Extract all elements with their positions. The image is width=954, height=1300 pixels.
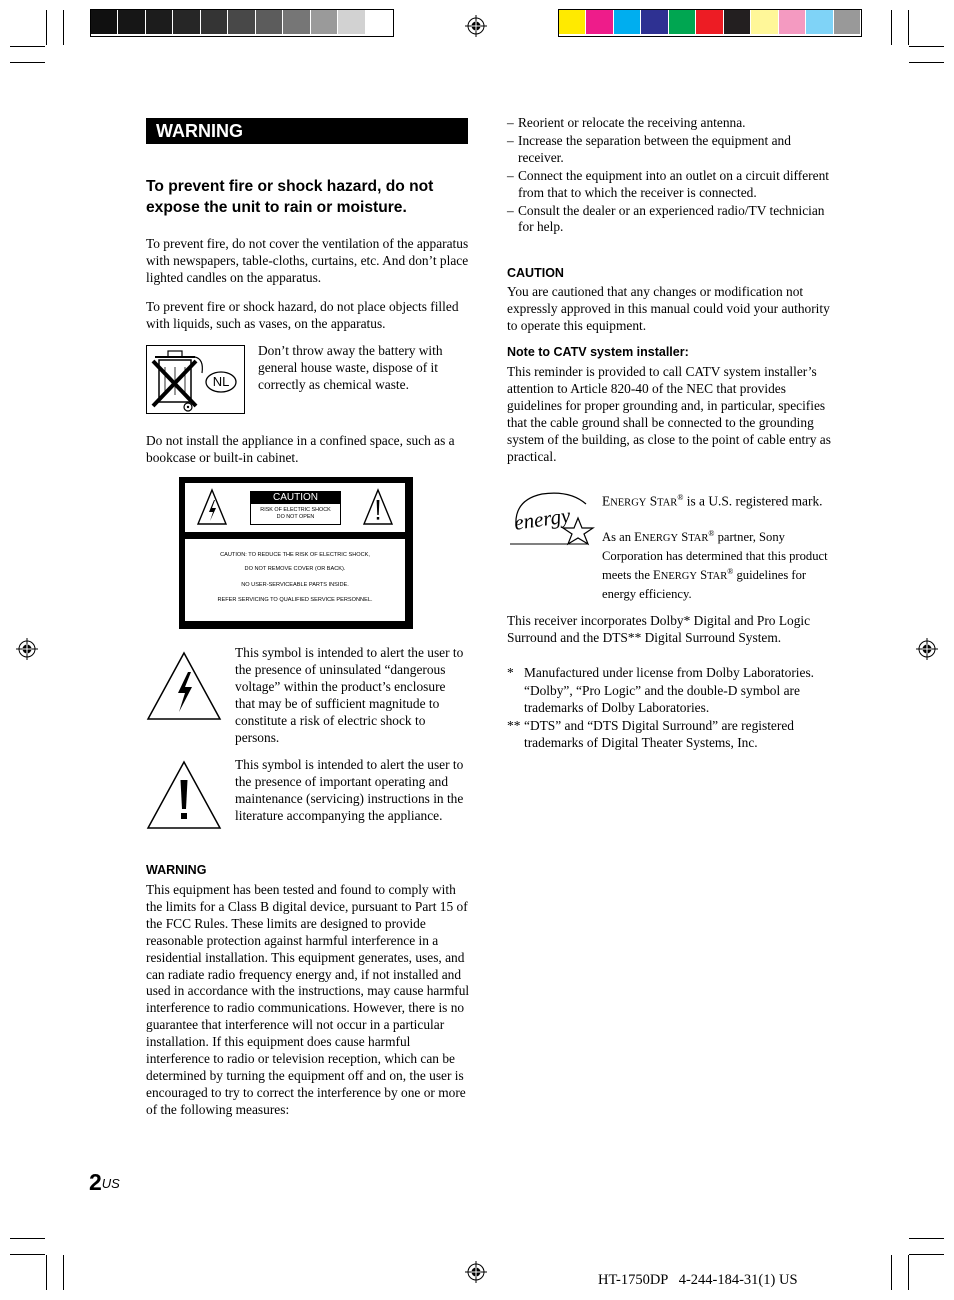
color-swatch [311, 10, 337, 34]
color-swatch [559, 10, 585, 34]
color-swatch [91, 10, 117, 34]
color-swatch [834, 10, 860, 34]
measure-text: Connect the equipment into an outlet on a circuit different from that to which the receiver is connected. [518, 167, 829, 200]
color-swatch [751, 10, 777, 34]
liquid-paragraph: To prevent fire or shock hazard, do not place objects filled with liquids, such as vases, on the apparatus. [146, 299, 459, 331]
crop-mark [10, 1254, 45, 1255]
crop-mark [909, 62, 944, 63]
catv-paragraph: This reminder is provided to call CATV system installer’s attention to Article 820-40 of the NEC that provides guidelines for proper grounding and, in particular, specifies that the cable ground shall be connected to the grounding system of the building, as close to the point of cable entry as practical. [507, 364, 831, 464]
color-swatch [724, 10, 750, 34]
crop-mark [909, 46, 944, 47]
page-number [89, 1168, 120, 1196]
caution-label-sub1: RISK OF ELECTRIC SHOCK [260, 507, 331, 513]
energy-s: S [646, 493, 658, 509]
page-number-value: 2 [89, 1169, 102, 1195]
warning-title-bar [146, 118, 468, 144]
color-swatch [696, 10, 722, 34]
footnotes [507, 665, 833, 752]
fire-paragraph: To prevent fire, do not cover the ventilation of the apparatus with newspapers, table-cloths, curtains, etc. And don’t place lighted candles on the apparatus. [146, 236, 469, 285]
crop-mark [10, 1238, 45, 1239]
list-item [507, 203, 833, 237]
energy-p2-s: S [678, 530, 689, 545]
list-item [507, 168, 833, 202]
list-item [507, 133, 833, 167]
color-swatch [228, 10, 254, 34]
color-swatch [146, 10, 172, 34]
caution-label-line-1: CAUTION: TO REDUCE THE RISK OF ELECTRIC SHOCK, [220, 552, 370, 558]
page-number-suffix: US [101, 1176, 120, 1191]
energy-p2-start: As an E [602, 530, 642, 545]
color-swatch [201, 10, 227, 34]
color-swatch [366, 10, 392, 34]
caution-label [179, 477, 413, 629]
energy-p2-nergy: NERGY [660, 571, 697, 583]
energy-tar: TAR [657, 497, 678, 509]
footnote-text: “DTS” and “DTS Digital Surround” are registered trademarks of Digital Theater Systems, Inc. [524, 717, 794, 750]
energy-p2-nergy: NERGY [641, 533, 679, 545]
energy-p2-tar: TAR [688, 533, 709, 545]
dolby-paragraph: This receiver incorporates Dolby* Digital and Pro Logic Surround and the DTS** Digital Surround System. [507, 613, 811, 645]
color-swatch [283, 10, 309, 34]
measure-text: Increase the separation between the equipment and receiver. [518, 132, 791, 165]
color-swatch [338, 10, 364, 34]
color-swatch [779, 10, 805, 34]
caution-label-bottom-panel [185, 539, 405, 621]
color-swatch [118, 10, 144, 34]
crop-mark [10, 46, 45, 47]
registered-mark: ® [677, 493, 684, 502]
model-code: HT-1750DP 4-244-184-31(1) US [598, 1272, 798, 1288]
list-item [507, 115, 833, 132]
crop-mark [891, 10, 892, 45]
battery-paragraph: Don’t throw away the battery with general house waste, dispose of it correctly as chemical waste. [258, 343, 443, 392]
color-swatch [586, 10, 612, 34]
crop-mark [891, 1255, 892, 1290]
caution-label-line-4: REFER SERVICING TO QUALIFIED SERVICE PERSONNEL. [217, 597, 373, 603]
registration-mark-icon [16, 638, 38, 660]
energy-nergy: NERGY [610, 497, 647, 509]
color-swatch [806, 10, 832, 34]
exclamation-triangle-icon [363, 488, 393, 526]
energy-p2-end: guidelines for energy efficiency. [602, 568, 807, 602]
dash-marker: – [507, 132, 514, 148]
footnote-text: Manufactured under license from Dolby Laboratories. [524, 665, 815, 680]
dash-marker: – [507, 167, 514, 183]
registration-mark-icon [465, 1261, 487, 1283]
lightning-symbol-icon [146, 651, 222, 721]
measures-list [507, 115, 833, 236]
exclamation-symbol-icon [146, 760, 222, 830]
dash-marker: – [507, 202, 514, 218]
caution-label-line-3: NO USER-SERVICEABLE PARTS INSIDE. [241, 582, 349, 588]
footnote-text: “Dolby”, “Pro Logic” and the double-D symbol are trademarks of Dolby Laboratories. [524, 682, 800, 715]
caution-label-top-panel [185, 483, 405, 532]
caution-label-line-2: DO NOT REMOVE COVER (OR BACK). [244, 566, 346, 572]
catv-heading: Note to CATV system installer: [507, 345, 689, 359]
color-swatch [173, 10, 199, 34]
energy-star-registered [602, 490, 834, 512]
crop-mark [46, 10, 47, 45]
caution-label-sub2: DO NOT OPEN [276, 514, 315, 520]
exclamation-paragraph: This symbol is intended to alert the user to the presence of important operating and maintenance (servicing) instructions in the literature accompanying the appliance. [235, 757, 464, 823]
footnote [507, 683, 833, 717]
battery-disposal-box [146, 345, 245, 414]
color-swatch [641, 10, 667, 34]
battery-label: NL [212, 374, 230, 389]
fcc-warning-heading: WARNING [146, 863, 207, 877]
energy-partner-paragraph [602, 526, 834, 603]
registration-mark-icon [916, 638, 938, 660]
crop-mark [909, 1254, 944, 1255]
lightning-paragraph: This symbol is intended to alert the user to the presence of uninsulated “dangerous voltage” within the product’s enclosure that may be of sufficient magnitude to constitute a risk of electric shock to persons. [235, 645, 464, 745]
footnote-marker: ** [507, 717, 521, 733]
lightning-triangle-icon [197, 488, 227, 526]
crop-mark [46, 1255, 47, 1290]
crop-mark [10, 62, 45, 63]
warning-title: WARNING [156, 121, 243, 141]
energy-e: E [602, 493, 611, 509]
crop-mark [63, 1255, 64, 1290]
measure-text: Consult the dealer or an experienced radio/TV technician for help. [518, 202, 825, 235]
crop-mark [63, 10, 64, 45]
measure-text: Reorient or relocate the receiving antenna. [518, 115, 746, 130]
footnote-marker: * [507, 665, 514, 680]
crop-mark [909, 1238, 944, 1239]
caution-label-title: CAUTION [251, 492, 340, 504]
color-swatch [256, 10, 282, 34]
caution-heading: CAUTION [507, 266, 564, 280]
color-swatch [669, 10, 695, 34]
registered-mark: ® [708, 529, 715, 538]
color-swatch [614, 10, 640, 34]
dash-marker: – [507, 115, 514, 130]
fcc-paragraph: This equipment has been tested and found to comply with the limits for a Class B digital device, pursuant to Part 15 of the FCC Rules. These limits are designed to provide reasonable protection against harmful interference in a residential installation. This equipment generates, uses, and can radiate radio frequency energy and, if not installed and used in accordance with the instructions, may cause harmful interference to radio communications. However, there is no guarantee that interference will not occur in a particular installation. If this equipment does cause harmful interference to radio or television reception, which can be determined by turning the equipment off and on, the user is encouraged to try to correct the interference by one or more of the following measures: [146, 882, 470, 1117]
crop-mark [908, 10, 909, 45]
footnote [507, 665, 833, 682]
crop-mark [908, 1255, 909, 1290]
energy-p2-s: S [696, 568, 708, 583]
energy-line1-rest: is a U.S. registered mark. [683, 493, 823, 509]
footnote [507, 718, 833, 752]
install-paragraph: Do not install the appliance in a confined space, such as a bookcase or built-in cabinet. [146, 433, 455, 465]
caution-label-center [250, 491, 341, 525]
energy-logo-text: energy [512, 503, 572, 535]
registered-mark: ® [727, 567, 734, 577]
energy-p2-mid: partner, Sony Corporation has determined that this product meets the E [602, 530, 828, 583]
energy-p2-tar: TAR [707, 571, 728, 583]
registration-mark-icon [465, 15, 487, 37]
caution-paragraph: You are cautioned that any changes or modification not expressly approved in this manual could void your authority to operate this equipment. [507, 284, 830, 333]
hazard-heading: To prevent fire or shock hazard, do not expose the unit to rain or moisture. [146, 178, 434, 216]
